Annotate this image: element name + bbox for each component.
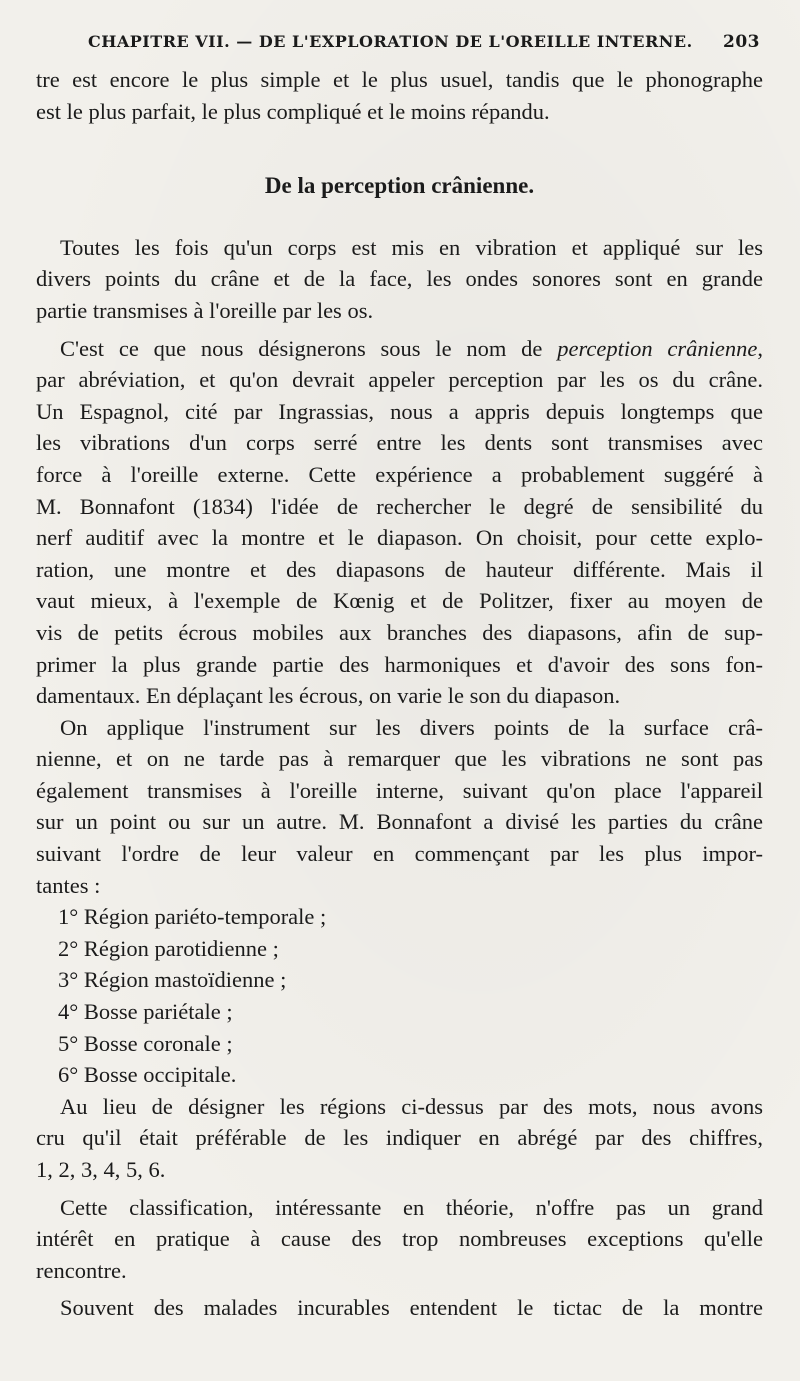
text-line: Cette classification, intéressante en théorie, n'offre pas un grand — [60, 1194, 763, 1220]
text-line: Un Espagnol, cité par Ingrassias, nous a appris depuis longtemps que — [36, 398, 763, 424]
text-line: damentaux. En déplaçant les écrous, on varie le son du diapason. — [36, 683, 621, 709]
text-line: Au lieu de désigner les régions ci-dessus par des mots, nous avons — [60, 1093, 763, 1119]
text-line: partie transmises à l'oreille par les os. — [36, 297, 374, 323]
paragraph-2 — [36, 333, 763, 712]
text-line: les vibrations d'un corps serré entre les dents sont transmises avec — [36, 430, 763, 456]
text-line: vis de petits écrous mobiles aux branches des diapasons, afin de sup- — [36, 619, 763, 645]
paragraph-4 — [36, 1091, 763, 1186]
text-line: également transmises à l'oreille interne, suivant qu'on place l'appareil — [36, 777, 763, 803]
text-line: vaut mieux, à l'exemple de Kœnig et de Politzer, fixer au moyen de — [36, 588, 763, 614]
text-line: suivant l'ordre de leur valeur en commençant par les plus impor- — [36, 841, 763, 867]
text-line: tre est encore le plus simple et le plus usuel, tandis que le phonographe — [36, 67, 763, 92]
text-line: divers points du crâne et de la face, les ondes sonores sont en grande — [36, 266, 763, 292]
text-line: nienne, et on ne tarde pas à remarquer que les vibrations ne sont pas — [36, 746, 763, 772]
text-line: est le plus parfait, le plus compliqué et le moins répandu. — [36, 98, 550, 124]
text-line: primer la plus grande partie des harmoniques et d'avoir des sons fon- — [36, 651, 763, 677]
text-line: C'est ce que nous désignerons sous le nom de perception crânienne, — [60, 335, 763, 361]
text-line: Toutes les fois qu'un corps est mis en vibration et appliqué sur les — [60, 234, 763, 260]
list-item: 6° Bosse occipitale. — [58, 1062, 237, 1088]
text-line: nerf auditif avec la montre et le diapason. On choisit, pour cette explo- — [36, 525, 763, 551]
text-line: sur un point ou sur un autre. M. Bonnafont a divisé les parties du crâne — [36, 809, 763, 835]
text-line: rencontre. — [36, 1257, 127, 1283]
text-line: ration, une montre et des diapasons de hauteur différente. Mais il — [36, 556, 763, 582]
list-item: 4° Bosse pariétale ; — [58, 999, 233, 1025]
body-text — [36, 64, 763, 1324]
text-line: Souvent des malades incurables entendent le tictac de la montre — [60, 1295, 763, 1321]
running-title: CHAPITRE VII. — DE L'EXPLORATION DE L'OREILLE INTERNE. — [88, 32, 693, 51]
text-line: M. Bonnafont (1834) l'idée de rechercher le degré de sensibilité du — [36, 493, 763, 519]
page-header — [88, 30, 760, 58]
page-number: 203 — [723, 32, 760, 52]
text-line: cru qu'il était préférable de les indiquer en abrégé par des chiffres, — [36, 1125, 763, 1151]
text-line: intérêt en pratique à cause des trop nombreuses exceptions qu'elle — [36, 1226, 763, 1252]
paragraph-5 — [36, 1192, 763, 1287]
paragraph-1 — [36, 232, 763, 327]
list-item: 2° Région parotidienne ; — [58, 935, 279, 961]
text-line: 1, 2, 3, 4, 5, 6. — [36, 1157, 166, 1182]
list-item: 5° Bosse coronale ; — [58, 1030, 233, 1056]
region-list — [36, 901, 763, 1091]
text-line: On applique l'instrument sur les divers points de la surface crâ- — [60, 714, 763, 740]
text-line: par abréviation, et qu'on devrait appeler perception par les os du crâne. — [36, 367, 763, 393]
section-title: De la perception crânienne. — [264, 173, 535, 199]
list-item: 1° Région pariéto-temporale ; — [58, 904, 327, 930]
list-item: 3° Région mastoïdienne ; — [58, 967, 287, 993]
paragraph-6 — [36, 1292, 763, 1324]
paragraph-3 — [36, 712, 763, 902]
text-line: tantes : — [36, 872, 101, 898]
emphasis-term: perception crânienne — [557, 335, 758, 361]
text-line: force à l'oreille externe. Cette expérience a probablement suggéré à — [36, 461, 763, 487]
